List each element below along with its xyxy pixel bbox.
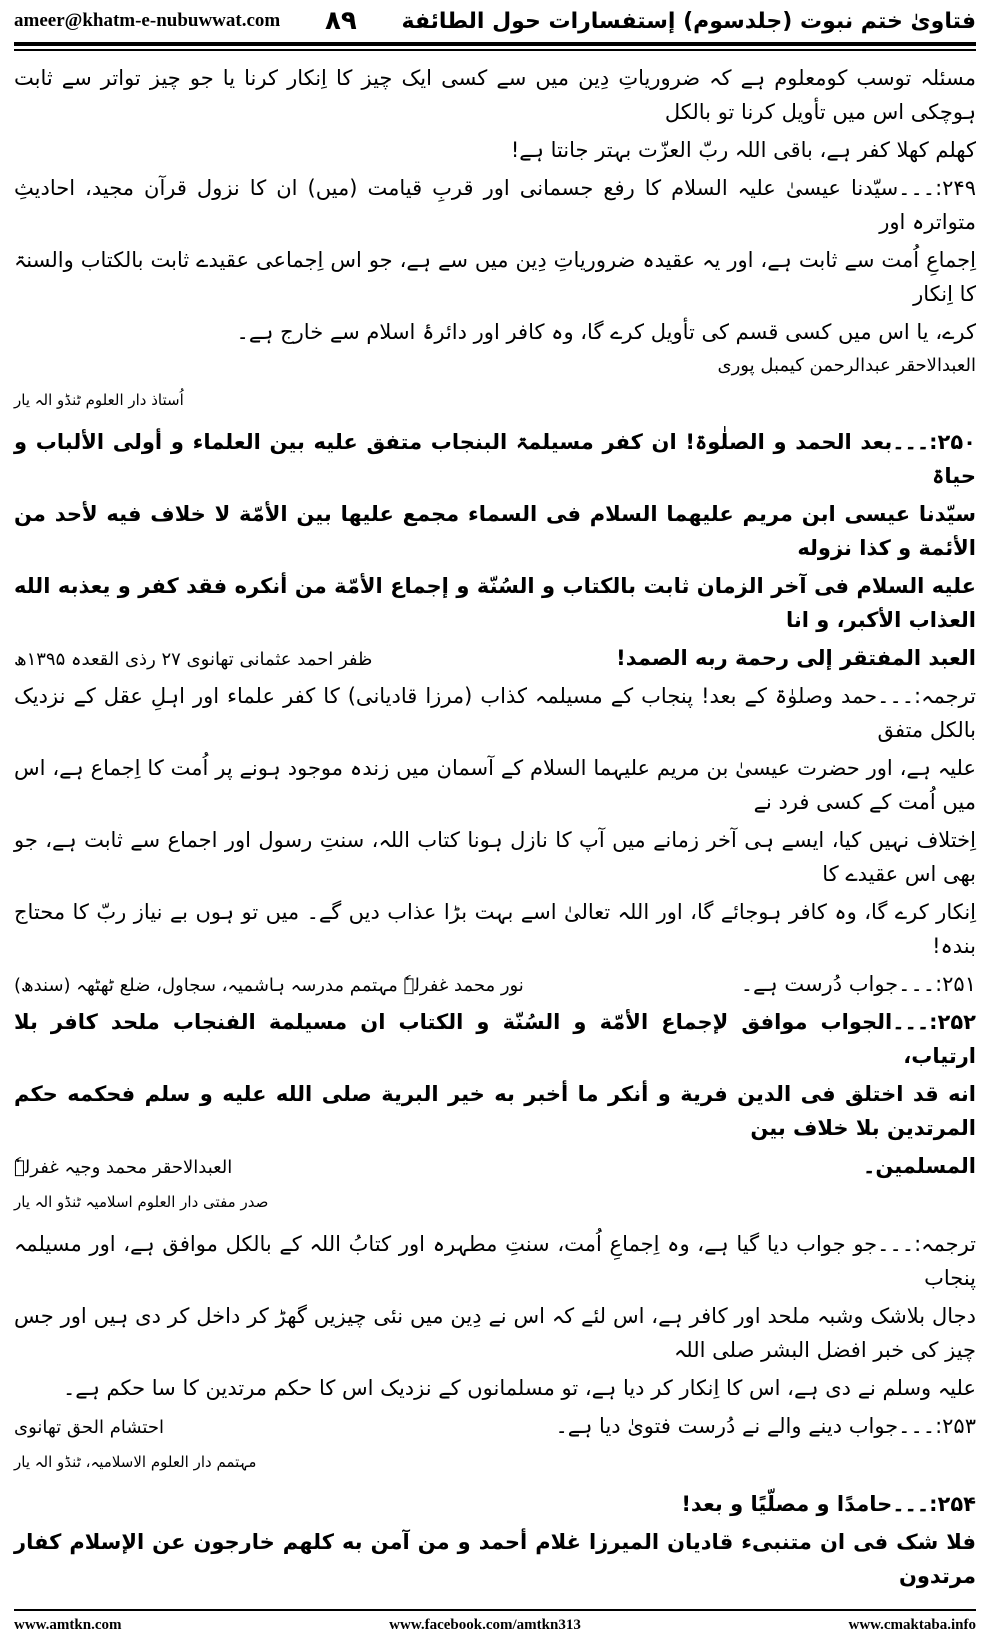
- text-line: فلا شک فی ان متنبیء قادیان المیرزا غلام أحمد و من آمن به کلهم خارجون عن الإسلام کفار مرتدون: [14, 1529, 976, 1588]
- text-line: ۲۵۲:۔۔۔الجواب موافق لإجماع الأمّة و السُنّة و الکتاب ان مسیلمة الفنجاب ملحد کافر بلا ارتیاب،: [14, 1009, 976, 1068]
- page-number: ۸۹: [325, 6, 357, 36]
- footer-link-cmaktaba[interactable]: www.cmaktaba.info: [848, 1616, 976, 1633]
- text-line: اِختلاف نہیں کیا، ایسے ہی آخر زمانے میں آپ کا نازل ہونا کتاب اللہ، سنتِ رسول اور اجماع سے ثابت ہے، جو بھی اس عقیدے کا: [14, 827, 976, 886]
- signature: العبدالاحقر عبدالرحمن کیمبل پوری: [717, 354, 976, 376]
- page-header: [14, 0, 976, 36]
- text-line: ۲۵۴:۔۔۔حامدًا و مصلّیًا و بعد!: [681, 1491, 976, 1516]
- text-line: اِجماعِ اُمت سے ثابت ہے، اور یہ عقیدہ ضروریاتِ دِین میں سے ہے، جو اس اِجماعی عقیدے ثابت بالکتاب والسنۃ کا اِنکار: [14, 247, 976, 306]
- text-line: اِنکار کرے گا، وہ کافر ہوجائے گا، اور اللہ تعالیٰ اسے بہت بڑا عذاب دیں گے۔ میں تو ہوں بے نیاز ربّ کا محتاج بندہ!: [14, 899, 976, 958]
- header-email: ameer@khatm-e-nubuwwat.com: [14, 10, 281, 31]
- signature-row: [14, 641, 976, 675]
- signature-row: [14, 1149, 976, 1183]
- signature: نور محمد غفرلہٗ مہتمم مدرسہ ہاشمیہ، سجاول، ضلع ٹھٹھہ (سندھ): [14, 974, 524, 996]
- signature-title: صدر مفتی دار العلوم اسلامیہ ٹنڈو الہ یار: [14, 1192, 269, 1211]
- signature: العبدالاحقر محمد وجیہ غفرلہٗ: [14, 1156, 233, 1178]
- text-line: علیه السلام فی آخر الزمان ثابت بالکتاب و السُنّة و إجماع الأمّة من أنکره فقد کفر و یعذبه الله العذاب الأکبر، و انا: [14, 573, 976, 632]
- signature: احتشام الحق تھانوی: [14, 1416, 164, 1438]
- text-line: مسئلہ توسب کومعلوم ہے کہ ضروریاتِ دِین میں سے کسی ایک چیز کا اِنکار کرنا یا جو چیز تواتر سے ثابت ہوچکی اس میں تأویل کرنا تو بالکل: [14, 65, 976, 124]
- header-rule: [14, 42, 976, 46]
- text-line: کھلم کھلا کفر ہے، باقی اللہ ربّ العزّت بہتر جانتا ہے!: [510, 137, 976, 162]
- text-line: دجال بلاشک وشبہ ملحد اور کافر ہے، اس لئے کہ اس نے دِین میں نئی چیزیں گھڑ کر داخل کر دی ہیں اور جس چیز کی خبر افضل البشر صلی اللہ: [14, 1303, 976, 1362]
- text-line: ترجمہ:۔۔۔جو جواب دیا گیا ہے، وہ اِجماعِ اُمت، سنتِ مطہرہ اور کتابُ اللہ کے بالکل موافق ہے، اور مسیلمہ پنجاب: [14, 1231, 976, 1290]
- text-line: ترجمہ:۔۔۔حمد وصلوٰۃ کے بعد! پنجاب کے مسیلمہ کذاب (مرزا قادیانی) کا کفر علماء اور اہلِ عقل کے نزدیک بالکل متفق: [14, 683, 976, 742]
- signature-row: [14, 1409, 976, 1443]
- signature-title: مہتمم دار العلوم الاسلامیہ، ٹنڈو الہ یار: [14, 1452, 257, 1471]
- text-line: ۲۴۹:۔۔۔سیّدنا عیسیٰ علیہ السلام کا رفع جسمانی اور قربِ قیامت (میں) ان کا نزول قرآن مجید، احادیثِ متواترہ اور: [14, 175, 976, 234]
- text-line: انه قد اختلق فی الدین فریة و أنکر ما أخبر به خیر البریة صلی الله علیه و سلم فحکمه حکم المرتدین بلا خلاف بین: [14, 1081, 976, 1140]
- footer-link-facebook[interactable]: www.facebook.com/amtkn313: [389, 1616, 581, 1633]
- text-line: العبد المفتقر إلی رحمة ربه الصمد!: [616, 645, 976, 670]
- text-line: ۲۵۳:۔۔۔جواب دینے والے نے دُرست فتویٰ دیا ہے۔: [555, 1413, 976, 1438]
- text-line: ۲۵۰:۔۔۔بعد الحمد و الصلٰوۃ! ان کفر مسیلمۃ البنجاب متفق علیه بین العلماء و أولی الألباب و حیاۃ: [14, 429, 976, 488]
- footer-link-amtkn[interactable]: www.amtkn.com: [14, 1616, 122, 1633]
- text-line: سیّدنا عیسی ابن مریم علیهما السلام فی السماء مجمع علیها بین الأمّة لا خلاف فیه لأحد من الأئمة و کذا نزوله: [14, 501, 976, 560]
- signature-row: [14, 315, 976, 381]
- signature-title-row: [14, 1447, 976, 1477]
- book-title: فتاویٰ ختم نبوت (جلدسوم) إستفسارات حول الطائفة: [401, 8, 976, 34]
- signature-row: [14, 967, 976, 1001]
- header-rule-thin: [14, 49, 976, 51]
- text-line: علیہ ہے، اور حضرت عیسیٰ بن مریم علیہما السلام کے آسمان میں زندہ موجود ہونے پر اُمت کا اِجماع ہے، اس میں اُمت کے کسی فرد نے: [14, 755, 976, 814]
- signature-title: اُستاذ دار العلوم ٹنڈو الہ یار: [14, 390, 184, 409]
- text-line: کرے، یا اس میں کسی قسم کی تأویل کرے گا، وہ کافر اور دائرۂ اسلام سے خارج ہے۔: [236, 319, 976, 344]
- signature-title-row: [14, 1187, 976, 1217]
- text-line: ۲۵۱:۔۔۔جواب دُرست ہے۔: [740, 971, 976, 996]
- signature: ظفر احمد عثمانی تھانوی ۲۷ رذی القعدہ ۱۳۹۵ھ: [14, 648, 373, 670]
- text-line: المسلمین۔: [863, 1153, 976, 1178]
- signature-title-row: [14, 385, 976, 415]
- page-footer: [14, 1611, 976, 1648]
- text-line: علیہ وسلم نے دی ہے، اس کا اِنکار کر دیا ہے، تو مسلمانوں کے نزدیک اس کا حکم مرتدین کا سا حکم ہے۔: [62, 1375, 976, 1400]
